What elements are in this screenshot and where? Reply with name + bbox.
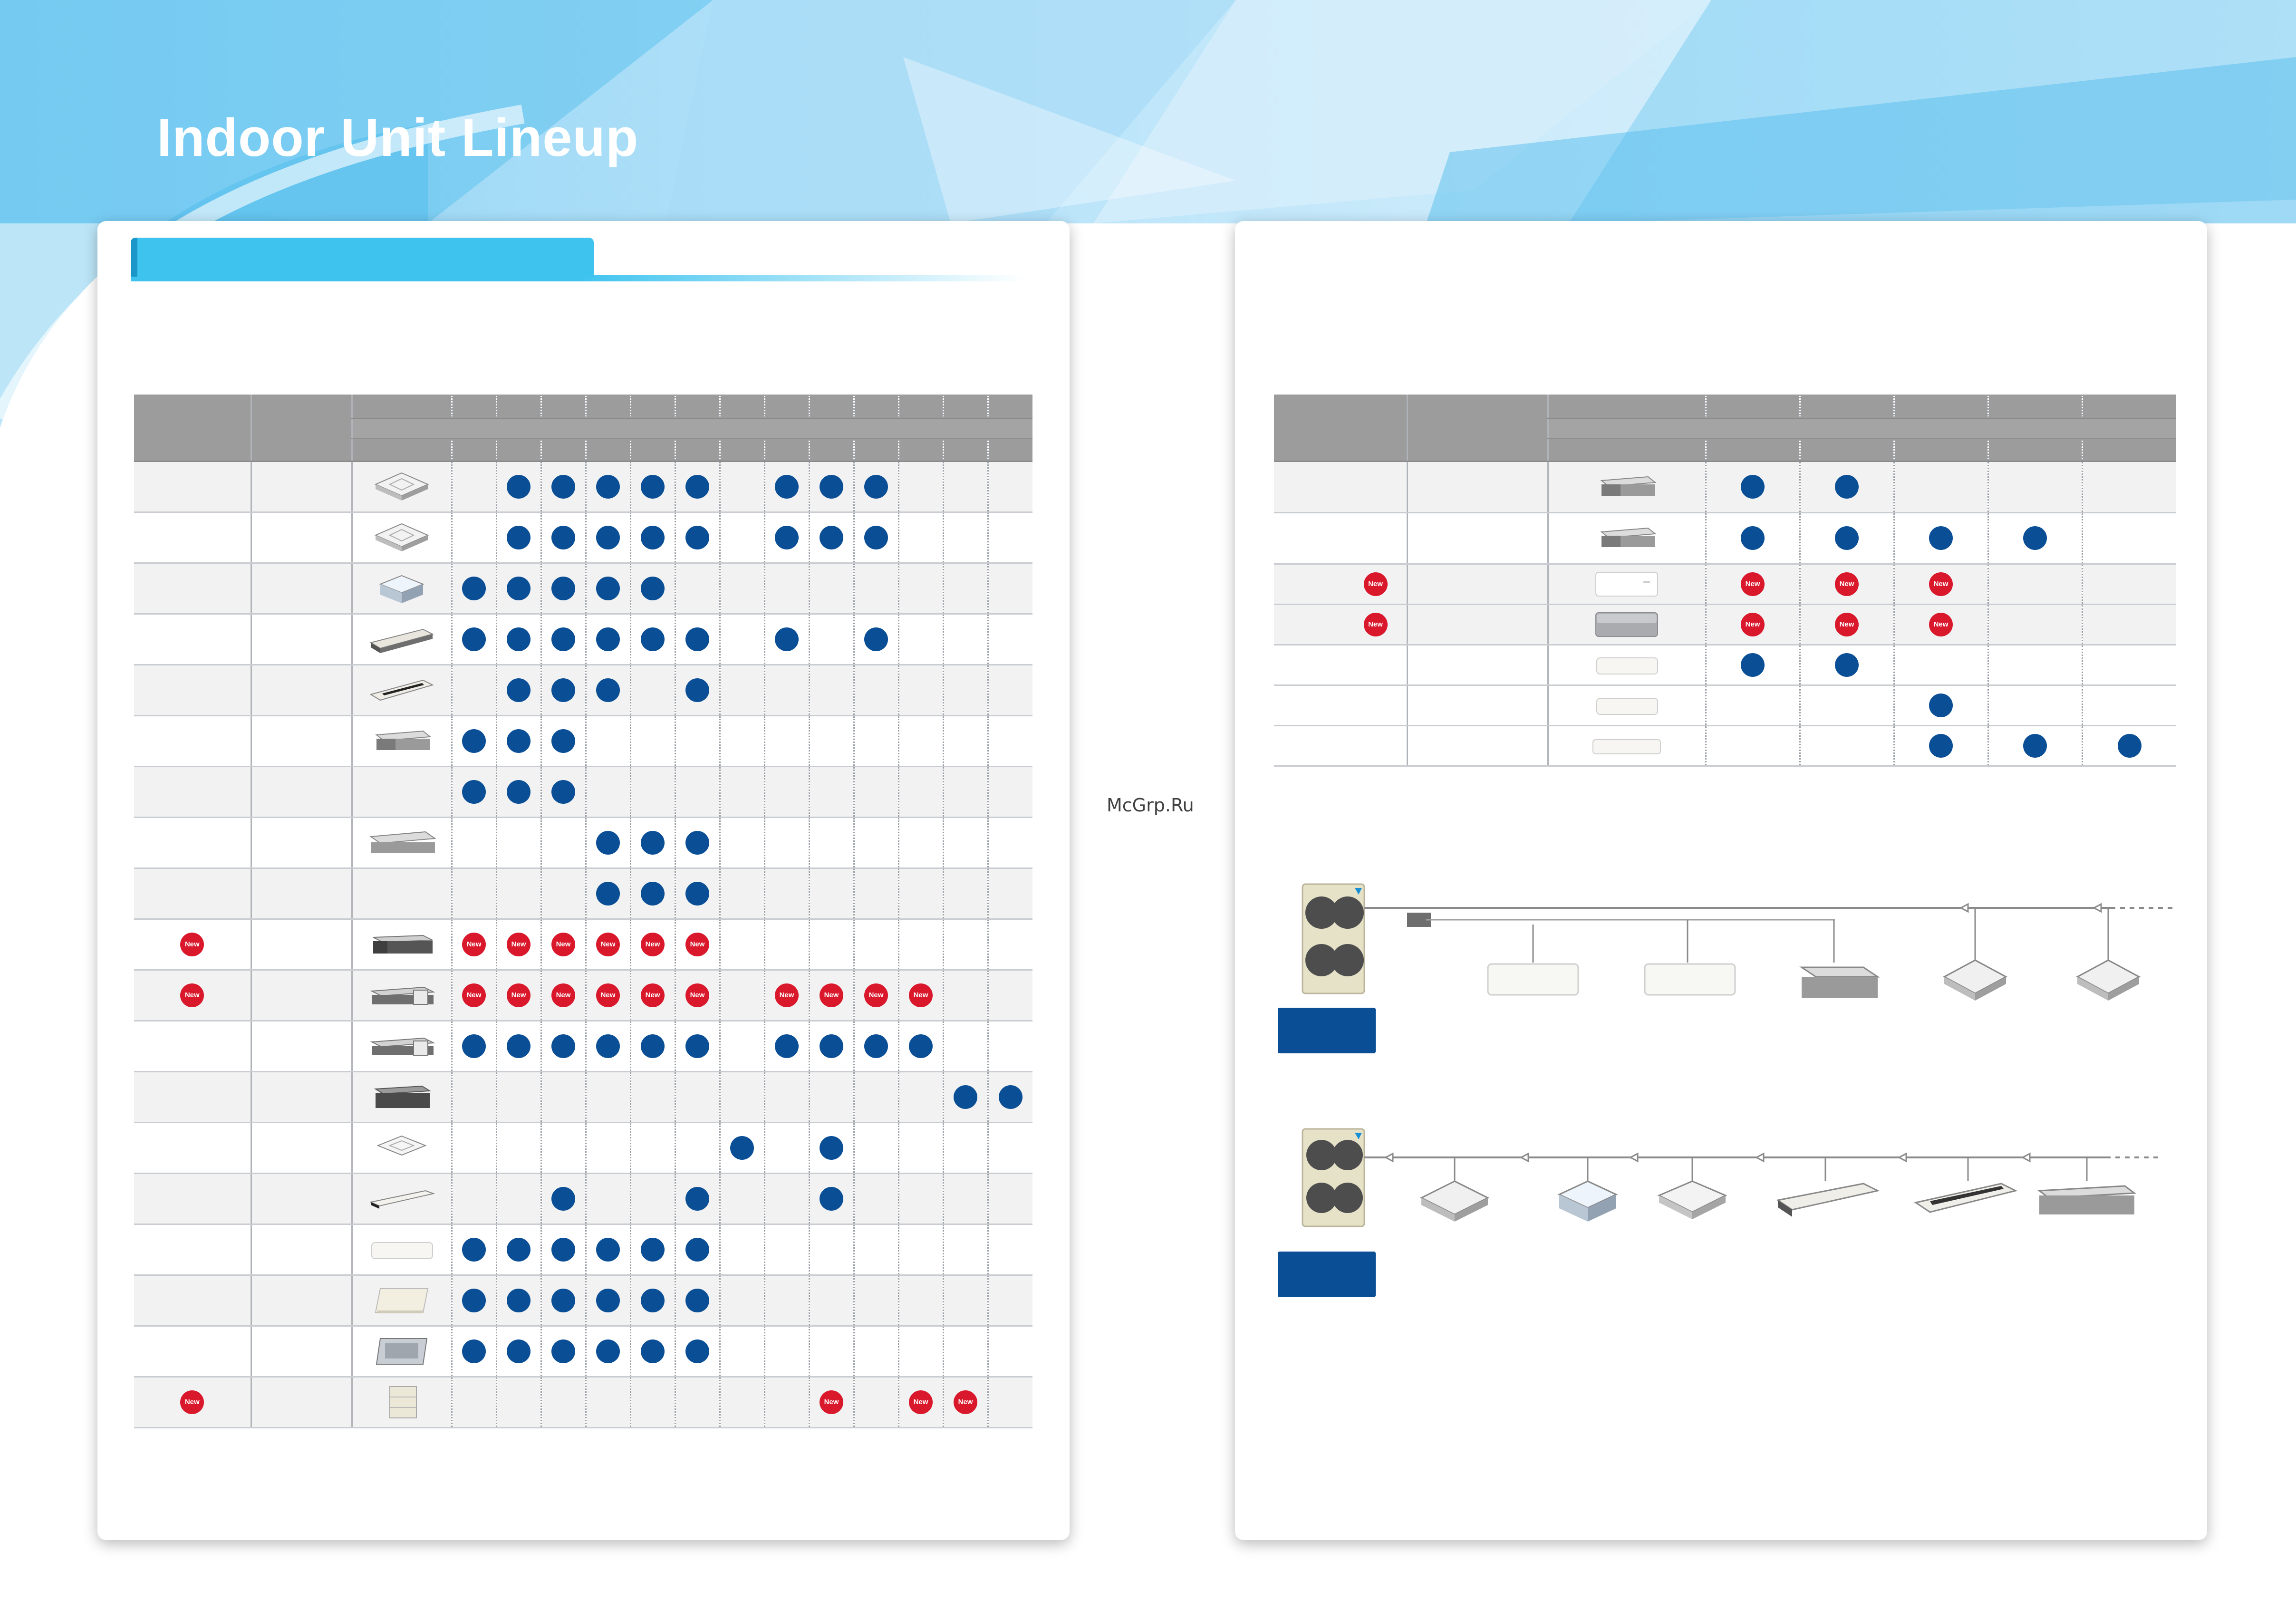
availability-dot: [551, 678, 575, 702]
availability-dot: [775, 475, 799, 499]
ceiling-suspended-icon: [366, 1182, 437, 1215]
new-badge: New: [596, 933, 620, 956]
availability-dot: [596, 1238, 620, 1262]
availability-dot: [462, 1034, 486, 1058]
availability-dot: [641, 1238, 665, 1262]
availability-dot: [1929, 694, 1953, 717]
availability-dot: [551, 1187, 575, 1211]
high-static-duct-icon: [366, 1080, 437, 1114]
left-lineup-table: [134, 395, 1032, 1428]
availability-dot: [596, 526, 620, 549]
new-badge: New: [1741, 613, 1765, 636]
system-diagram-1: [1283, 875, 2177, 1074]
round-flow-cassette-icon: [2077, 960, 2139, 1001]
availability-dot: [2023, 526, 2047, 550]
availability-dot: [551, 1339, 575, 1363]
availability-dot: [1741, 526, 1765, 550]
round-flow-cassette-icon: [366, 470, 437, 503]
availability-dot: [551, 577, 575, 600]
single-flow-cassette-icon: [1916, 1184, 2016, 1212]
availability-dot: [641, 627, 665, 651]
availability-dot: [775, 1034, 799, 1058]
duct-unit-icon: [366, 928, 437, 961]
availability-dot: [507, 526, 531, 549]
availability-dot: [596, 1339, 620, 1363]
availability-dot: [507, 1034, 531, 1058]
table-row: [134, 1326, 1032, 1377]
availability-dot: [551, 1289, 575, 1312]
availability-dot: [596, 1289, 620, 1312]
table-row: [134, 817, 1032, 868]
availability-dot: [1929, 526, 1953, 550]
availability-dot: [1835, 526, 1859, 550]
duct-unit-icon: [2039, 1186, 2134, 1214]
availability-dot: [820, 1034, 843, 1058]
availability-dot: [864, 526, 888, 549]
availability-dot: [820, 1187, 843, 1211]
availability-dot: [641, 1034, 665, 1058]
availability-dot: [685, 1187, 709, 1211]
availability-dot: [685, 1238, 709, 1262]
new-badge: New: [462, 983, 486, 1007]
availability-dot: [685, 678, 709, 702]
table-row: [134, 1377, 1032, 1427]
availability-dot: [507, 577, 531, 600]
new-badge: New: [954, 1390, 977, 1414]
new-badge: New: [864, 983, 888, 1007]
new-badge: New: [551, 983, 575, 1007]
table-row: [134, 868, 1032, 919]
availability-dot: [685, 526, 709, 549]
outdoor-unit-icon: [1302, 1129, 1364, 1226]
wall-mounted-wide-icon: [1586, 729, 1667, 762]
page-title: Indoor Unit Lineup: [157, 108, 639, 167]
double-flow-cassette-icon: [1778, 1184, 1878, 1217]
concealed-floor-standing-icon: [366, 1335, 437, 1368]
availability-dot: [954, 1085, 977, 1109]
new-badge: New: [1364, 613, 1388, 636]
table-row: [134, 512, 1032, 563]
slim-duct-icon: [1586, 470, 1667, 503]
round-flow-cassette-icon: [366, 521, 437, 554]
compact-cassette-icon: [1559, 1181, 1616, 1222]
availability-dot: [551, 1238, 575, 1262]
availability-dot: [685, 882, 709, 906]
availability-dot: [641, 577, 665, 600]
new-badge: New: [507, 983, 531, 1007]
availability-dot: [551, 1034, 575, 1058]
new-badge: New: [775, 983, 799, 1007]
new-badge: New: [1835, 572, 1859, 596]
table-row: [1274, 645, 2176, 685]
wall-mounted-icon: [1586, 648, 1667, 682]
outdoor-unit-icon: [1302, 884, 1364, 993]
availability-dot: [641, 831, 665, 855]
availability-dot: [507, 1238, 531, 1262]
wall-mounted-icon: [1645, 964, 1735, 995]
new-badge: New: [180, 1390, 204, 1414]
new-badge: New: [1364, 572, 1388, 596]
new-badge: New: [462, 933, 486, 956]
availability-dot: [596, 882, 620, 906]
new-badge: New: [820, 983, 843, 1007]
new-badge: New: [1929, 572, 1953, 596]
duct-unit-icon: [1802, 967, 1878, 998]
availability-dot: [462, 577, 486, 600]
wall-mounted-white-icon: [1586, 568, 1667, 601]
availability-dot: [462, 729, 486, 753]
table-header-row: [134, 395, 1032, 418]
single-flow-cassette-icon: [366, 674, 437, 707]
wall-mounted-icon: [1488, 964, 1578, 995]
availability-dot: [596, 577, 620, 600]
table-row: [134, 1173, 1032, 1224]
table-row: [134, 1071, 1032, 1122]
availability-dot: [685, 1339, 709, 1363]
availability-dot: [775, 526, 799, 549]
floor-standing-icon: [366, 1284, 437, 1317]
table-row: [1274, 685, 2176, 725]
new-badge: New: [641, 983, 665, 1007]
slim-duct-icon: [1586, 521, 1667, 555]
availability-dot: [596, 627, 620, 651]
table-row: [134, 715, 1032, 766]
availability-dot: [685, 475, 709, 499]
ceiling-suspended-cassette-icon: [366, 1131, 437, 1165]
availability-dot: [507, 1289, 531, 1312]
table-row: [134, 766, 1032, 817]
compact-cassette-icon: [366, 572, 437, 605]
table-row: [134, 461, 1032, 512]
new-badge: New: [685, 933, 709, 956]
slim-duct-wide-icon: [366, 826, 437, 859]
availability-dot: [641, 526, 665, 549]
new-badge: New: [1929, 613, 1953, 636]
availability-dot: [462, 1289, 486, 1312]
availability-dot: [864, 475, 888, 499]
new-badge: New: [820, 1390, 843, 1414]
middle-static-duct-icon: [366, 1030, 437, 1063]
table-row: [134, 1122, 1032, 1173]
availability-dot: [596, 831, 620, 855]
table-row: [134, 1224, 1032, 1275]
table-row: [134, 1275, 1032, 1326]
availability-dot: [1835, 653, 1859, 677]
round-flow-cassette-icon: [1659, 1181, 1726, 1219]
availability-dot: [551, 475, 575, 499]
watermark: McGrp.Ru: [1107, 795, 1194, 816]
new-badge: New: [180, 933, 204, 956]
availability-dot: [685, 1034, 709, 1058]
table-row: [134, 563, 1032, 614]
availability-dot: [596, 678, 620, 702]
double-flow-cassette-icon: [366, 623, 437, 656]
table-row: [134, 1021, 1032, 1071]
availability-dot: [507, 729, 531, 753]
availability-dot: [551, 780, 575, 804]
wall-mounted-icon: [366, 1233, 437, 1266]
table-row: [134, 919, 1032, 970]
availability-dot: [730, 1136, 754, 1160]
middle-static-duct-icon: [366, 979, 437, 1012]
availability-dot: [462, 1238, 486, 1262]
new-badge: New: [1741, 572, 1765, 596]
table-row: [134, 614, 1032, 665]
availability-dot: [507, 475, 531, 499]
slim-duct-icon: [366, 724, 437, 758]
availability-dot: [551, 729, 575, 753]
availability-dot: [1741, 653, 1765, 677]
availability-dot: [507, 678, 531, 702]
availability-dot: [507, 780, 531, 804]
table-row: [1274, 461, 2176, 512]
availability-dot: [596, 1034, 620, 1058]
availability-dot: [999, 1085, 1023, 1109]
table-header-row: [1274, 395, 2176, 418]
availability-dot: [462, 1339, 486, 1363]
availability-dot: [1835, 475, 1859, 499]
availability-dot: [820, 526, 843, 549]
table-row: [1274, 725, 2176, 766]
new-badge: New: [641, 933, 665, 956]
availability-dot: [641, 1339, 665, 1363]
wall-mounted-icon: [1586, 689, 1667, 722]
table-row: [134, 970, 1032, 1021]
availability-dot: [2118, 734, 2142, 758]
availability-dot: [775, 627, 799, 651]
new-badge: New: [1835, 613, 1859, 636]
availability-dot: [551, 627, 575, 651]
availability-dot: [551, 526, 575, 549]
availability-dot: [462, 627, 486, 651]
new-badge: New: [909, 983, 933, 1007]
availability-dot: [864, 627, 888, 651]
availability-dot: [820, 1136, 843, 1160]
availability-dot: [641, 475, 665, 499]
availability-dot: [864, 1034, 888, 1058]
availability-dot: [1741, 475, 1765, 499]
table-row: [134, 665, 1032, 715]
availability-dot: [507, 1339, 531, 1363]
round-flow-cassette-icon: [1944, 960, 2006, 1001]
table-row: [1274, 512, 2176, 564]
wall-mounted-silver-icon: [1586, 608, 1667, 641]
availability-dot: [820, 475, 843, 499]
availability-dot: [685, 627, 709, 651]
right-lineup-table: [1274, 395, 2176, 767]
section-tab: [131, 238, 594, 277]
system-diagram-2: [1283, 1119, 2177, 1243]
availability-dot: [507, 627, 531, 651]
new-badge: New: [551, 933, 575, 956]
table-row: [1274, 564, 2176, 604]
floor-standing-duct-icon: [366, 1386, 437, 1419]
availability-dot: [685, 831, 709, 855]
availability-dot: [596, 475, 620, 499]
availability-dot: [2023, 734, 2047, 758]
availability-dot: [641, 1289, 665, 1312]
availability-dot: [641, 882, 665, 906]
new-badge: New: [685, 983, 709, 1007]
new-badge: New: [909, 1390, 933, 1414]
table-row: [1274, 604, 2176, 645]
availability-dot: [462, 780, 486, 804]
round-flow-cassette-icon: [1421, 1181, 1488, 1222]
system-label-box-1: [1278, 1008, 1376, 1053]
availability-dot: [1929, 734, 1953, 758]
system-label-box-2: [1278, 1252, 1376, 1297]
new-badge: New: [180, 983, 204, 1007]
new-badge: New: [596, 983, 620, 1007]
availability-dot: [909, 1034, 933, 1058]
availability-dot: [685, 1289, 709, 1312]
new-badge: New: [507, 933, 531, 956]
